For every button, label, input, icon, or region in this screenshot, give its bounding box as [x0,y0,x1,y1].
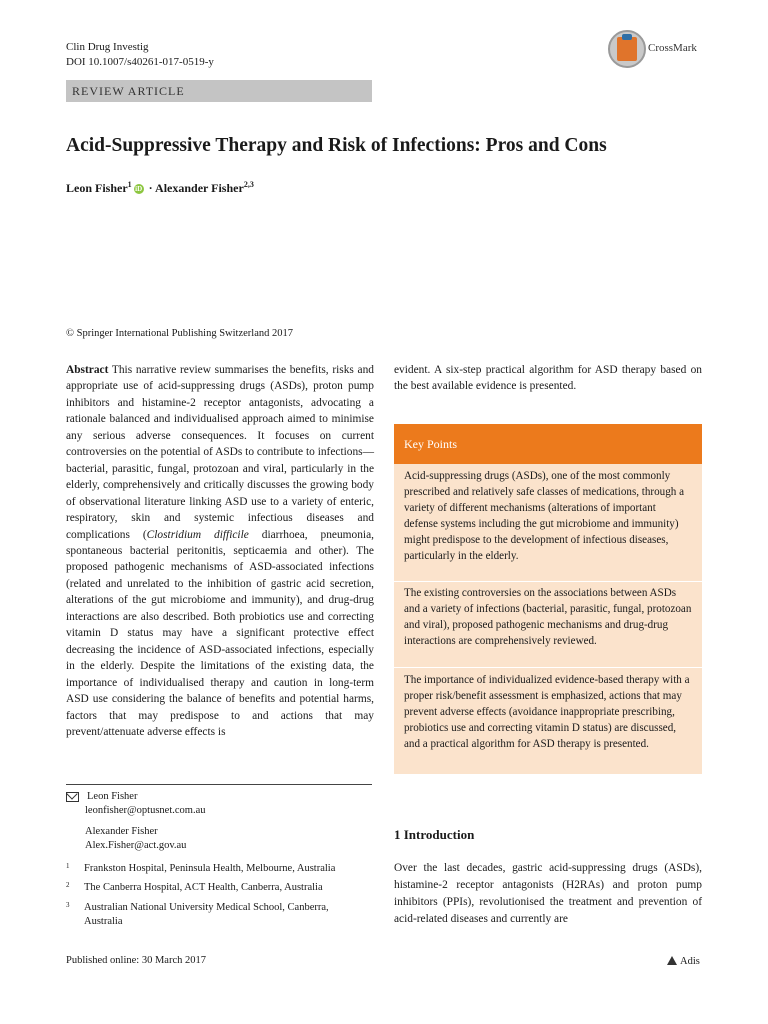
intro-paragraph: Over the last decades, gastric acid-suppressing drugs (ASDs), histamine-2 receptor antagonists (H2RAs) and proton pump inhibitors (PPIs), revolutionised the treatment and prevention of acid-related diseases and currently are [394,862,702,925]
affiliation-text: The Canberra Hospital, ACT Health, Canberra, Australia [84,882,323,893]
affiliation-number: 3 [66,901,70,909]
key-points-header: Key Points [394,424,702,464]
contact-name: Alexander Fisher [85,826,158,837]
journal-info [66,40,214,70]
publisher-name: Adis [680,956,700,967]
article-type-bar: REVIEW ARTICLE [66,80,372,102]
author-separator: · [148,181,153,195]
orcid-icon[interactable]: iD [135,185,143,194]
abstract-italic-term: Clostridium difficile [146,528,249,541]
copyright-notice: © Springer International Publishing Switzerland 2017 [66,328,293,339]
envelope-icon [66,792,79,802]
published-date: Published online: 30 March 2017 [66,955,206,966]
crossmark-icon [608,30,646,68]
journal-name: Clin Drug Investig [66,41,149,53]
correspondence [66,790,366,852]
abstract-text: This narrative review summarises the benefits, risks and appropriate use of acid-suppressing drugs (ASDs), proton pump inhibitors and histamine-2 receptor antagonists, advocating a rationale balanced and individualised approach aimed to minimise any serious adverse consequences. It focuses on current controversies on the potential of ASDs to contribute to infections—bacterial, parasitic, fungal, protozoan and viral, particularly in the elderly, comprehensively and critically discusses the growing body of observational literature linking ASD use to a variety of enteric, respiratory, skin and systemic infectious diseases and complications ( [66,364,374,541]
crossmark-label: CrossMark [648,42,697,54]
affiliation-number: 1 [66,862,70,870]
author-name[interactable]: Alexander Fisher [155,181,244,195]
abstract [66,362,374,740]
affiliation-number: 2 [66,881,70,889]
author-name[interactable]: Leon Fisher [66,181,128,195]
key-point-item: The importance of individualized evidence-based therapy with a proper risk/benefit assessment is emphasized, actions that may prevent adverse effects (avoidance inappropriate prescribing, probiotics use and correcting vitamin D status) are discussed, and a practical algorithm for ASD therapy is presented. [404,674,690,750]
abstract-text-cont: diarrhoea, pneumonia, spontaneous bacterial peritonitis, septicaemia and other). The proposed pathogenic mechanisms of ASD-associated infections (related and unrelated to the inhibition of gastric acid secretion, alterations of the gut microbiome and immunity), and drug-drug interactions are also described. Both probiotics use and correcting vitamin D status may have a significant protective effect decreasing the incidence of ASD-associated infections, especially in the elderly. Despite the limitations of the existing data, the importance of individualised therapy and caution in long-term ASD use considering the balance of benefits and potential harms, factors that may predispose to and actions that may prevent/attenuate adverse effects is [66,528,374,738]
author-line [66,180,254,196]
crossmark-badge[interactable] [608,30,718,70]
contact-name: Leon Fisher [87,791,138,802]
contact-email[interactable]: leonfisher@optusnet.com.au [85,804,206,816]
abstract-continued: evident. A six-step practical algorithm for ASD therapy based on the best available evidence is presented. [394,364,702,393]
affiliation-text: Frankston Hospital, Peninsula Health, Melbourne, Australia [84,863,336,874]
article-title: Acid-Suppressive Therapy and Risk of Infections: Pros and Cons [66,135,607,156]
publisher-logo [667,956,700,967]
key-point-item: The existing controversies on the associations between ASDs and a variety of infections (bacterial, parasitic, fungal, protozoan and viral), proposed pathogenic mechanisms and drug-drug interactions are comprehensively reviewed. [404,587,692,647]
section-heading: 1 Introduction [394,827,475,842]
key-point-item: Acid-suppressing drugs (ASDs), one of the most commonly prescribed and relatively safe classes of medications, through a variety of different mechanisms (alterations of important defense systems including the gut microbiome and immunity) might predispose to the development of infectious diseases, particularly in the elderly. [404,470,685,562]
author-affiliation-ref: 1 [127,180,132,189]
footnote-divider [66,784,372,785]
adis-logo-icon [667,956,677,965]
affiliation-text: Australian National University Medical School, Canberra, Australia [84,902,329,927]
key-point-divider [394,581,702,582]
doi[interactable]: DOI 10.1007/s40261-017-0519-y [66,56,214,68]
key-points-box [394,464,702,774]
abstract-label: Abstract [66,364,109,376]
contact-email[interactable]: Alex.Fisher@act.gov.au [85,839,187,851]
author-affiliation-ref: 2,3 [243,180,254,189]
key-point-divider [394,667,702,668]
